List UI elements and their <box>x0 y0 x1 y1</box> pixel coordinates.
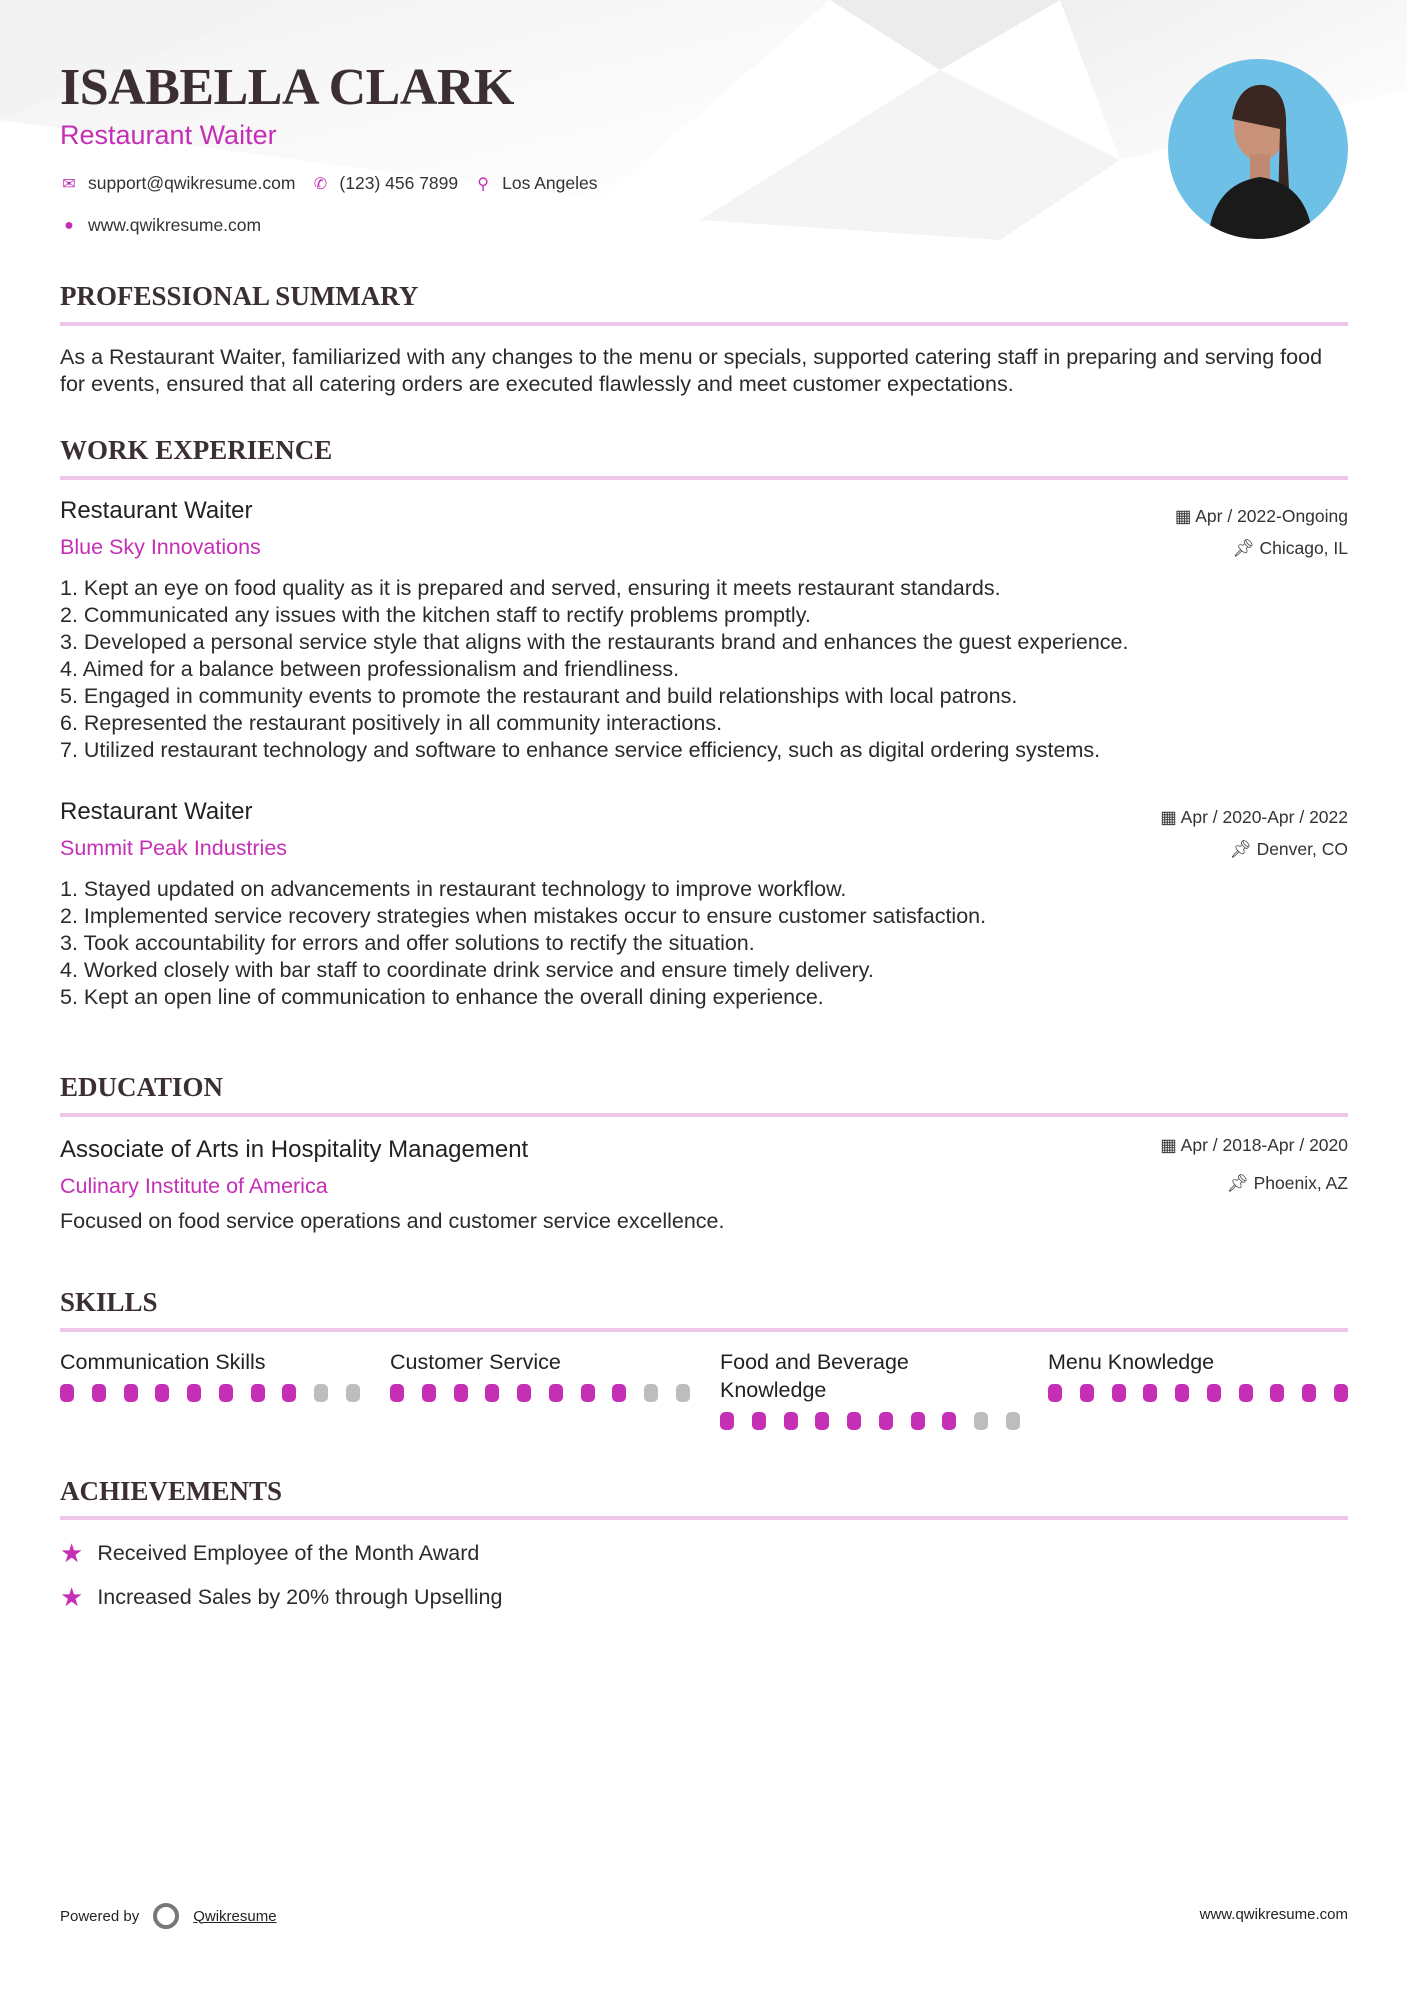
rating-dot-filled <box>752 1412 766 1430</box>
rating-dot-filled <box>251 1384 265 1402</box>
rating-dot-filled <box>282 1384 296 1402</box>
rating-dot-filled <box>1302 1384 1316 1402</box>
divider <box>60 322 1348 326</box>
rating-dot-filled <box>124 1384 138 1402</box>
profile-photo <box>1168 59 1348 239</box>
bullet: 4. Worked closely with bar staff to coordinate drink service and ensure timely delivery. <box>60 958 874 982</box>
divider <box>60 1113 1348 1117</box>
calendar-icon: ▦ <box>1160 1135 1181 1155</box>
rating-dot-filled <box>1175 1384 1189 1402</box>
summary-heading: PROFESSIONAL SUMMARY <box>60 281 419 311</box>
email[interactable]: support@qwikresume.com <box>88 173 296 193</box>
achievement-item: ★ Received Employee of the Month Award <box>60 1538 480 1568</box>
skill-name: Menu Knowledge <box>1048 1350 1215 1374</box>
bullet: 6. Represented the restaurant positively in all community interactions. <box>60 711 723 735</box>
powered-by: Powered by <box>60 1907 140 1925</box>
skill-item <box>60 1348 360 1402</box>
skill-rating <box>720 1412 1020 1430</box>
skills-heading: SKILLS <box>60 1287 158 1317</box>
rating-dot-filled <box>784 1412 798 1430</box>
rating-dot-empty <box>346 1384 360 1402</box>
calendar-icon: ▦ <box>1160 807 1181 827</box>
skill-rating <box>60 1384 360 1402</box>
education-description: Focused on food service operations and customer service excellence. <box>60 1209 725 1233</box>
job-bullets <box>60 876 1348 1011</box>
rating-dot-filled <box>942 1412 956 1430</box>
rating-dot-filled <box>1239 1384 1253 1402</box>
calendar-icon: ▦ <box>1174 506 1196 526</box>
rating-dot-filled <box>1334 1384 1348 1402</box>
divider <box>60 476 1348 480</box>
rating-dot-empty <box>676 1384 690 1402</box>
rating-dot-empty <box>1006 1412 1020 1430</box>
qwikresume-logo-icon <box>153 1903 179 1929</box>
job-title: Restaurant Waiter <box>60 497 253 524</box>
school: Culinary Institute of America <box>60 1174 328 1198</box>
phone: (123) 456 7899 <box>339 173 459 193</box>
rating-dot-filled <box>815 1412 829 1430</box>
bullet: 3. Developed a personal service style that aligns with the restaurants brand and enhances the guest experience. <box>60 630 1129 654</box>
rating-dot-filled <box>187 1384 201 1402</box>
job-company: Blue Sky Innovations <box>60 535 261 559</box>
star-icon: ★ <box>60 1538 84 1568</box>
skill-item <box>390 1348 690 1402</box>
skill-rating <box>390 1384 690 1402</box>
job-location: 📌︎ Denver, CO <box>1229 839 1348 859</box>
skill-rating <box>1048 1384 1348 1402</box>
rating-dot-filled <box>1112 1384 1126 1402</box>
bullet: 7. Utilized restaurant technology and software to enhance service efficiency, such as digital ordering systems. <box>60 738 1101 762</box>
experience-heading: WORK EXPERIENCE <box>60 435 333 465</box>
rating-dot-filled <box>60 1384 74 1402</box>
rating-dot-filled <box>1270 1384 1284 1402</box>
rating-dot-filled <box>879 1412 893 1430</box>
job-location: 📌︎ Chicago, IL <box>1232 538 1348 558</box>
bullet: 1. Stayed updated on advancements in restaurant technology to improve workflow. <box>60 877 847 901</box>
rating-dot-filled <box>1048 1384 1062 1402</box>
rating-dot-filled <box>485 1384 499 1402</box>
bullet: 5. Engaged in community events to promote the restaurant and build relationships with local patrons. <box>60 684 1018 708</box>
rating-dot-filled <box>1207 1384 1221 1402</box>
rating-dot-filled <box>454 1384 468 1402</box>
rating-dot-filled <box>517 1384 531 1402</box>
rating-dot-empty <box>974 1412 988 1430</box>
skill-name: Food and Beverage Knowledge <box>720 1350 909 1402</box>
skill-item <box>1048 1348 1348 1402</box>
rating-dot-filled <box>155 1384 169 1402</box>
globe-icon: ● <box>64 216 74 234</box>
rating-dot-filled <box>847 1412 861 1430</box>
contact-row <box>60 173 598 194</box>
job-bullets <box>60 575 1348 764</box>
rating-dot-filled <box>911 1412 925 1430</box>
phone-icon: ✆ <box>313 175 328 193</box>
job-company: Summit Peak Industries <box>60 836 288 860</box>
achievements-heading: ACHIEVEMENTS <box>60 1476 283 1506</box>
job-date: ▦ Apr / 2022-Ongoing <box>1174 506 1348 526</box>
summary-text: As a Restaurant Waiter, familiarized with any changes to the menu or specials, supported catering staff in preparing and serving food for events, ensured that all catering orders are executed flawlessly and meet customer expectations. <box>60 345 1323 396</box>
location: Los Angeles <box>502 173 598 193</box>
map-pin-icon: ⚲ <box>477 175 489 193</box>
achievement-item: ★ Increased Sales by 20% through Upselling <box>60 1582 503 1612</box>
pin-icon: 📌︎ <box>1226 1173 1254 1193</box>
candidate-name: ISABELLA CLARK <box>60 59 514 116</box>
candidate-title: Restaurant Waiter <box>60 120 277 150</box>
bullet: 2. Implemented service recovery strategies when mistakes occur to ensure customer satisfaction. <box>60 904 987 928</box>
skill-name: Customer Service <box>390 1350 561 1374</box>
rating-dot-filled <box>390 1384 404 1402</box>
pin-icon: 📌︎ <box>1232 538 1260 558</box>
star-icon: ★ <box>60 1582 84 1612</box>
education-heading: EDUCATION <box>60 1072 224 1102</box>
education-date: ▦ Apr / 2018-Apr / 2020 <box>1160 1135 1348 1155</box>
website[interactable]: www.qwikresume.com <box>88 215 262 235</box>
bullet: 5. Kept an open line of communication to enhance the overall dining experience. <box>60 985 824 1009</box>
rating-dot-filled <box>422 1384 436 1402</box>
rating-dot-empty <box>314 1384 328 1402</box>
rating-dot-filled <box>92 1384 106 1402</box>
rating-dot-filled <box>581 1384 595 1402</box>
rating-dot-filled <box>1080 1384 1094 1402</box>
job-date: ▦ Apr / 2020-Apr / 2022 <box>1160 807 1348 827</box>
rating-dot-filled <box>1143 1384 1157 1402</box>
footer-left <box>60 1903 277 1929</box>
bullet: 4. Aimed for a balance between professionalism and friendliness. <box>60 657 680 681</box>
rating-dot-filled <box>549 1384 563 1402</box>
divider <box>60 1328 1348 1332</box>
job-title: Restaurant Waiter <box>60 798 253 825</box>
education-location: 📌︎ Phoenix, AZ <box>1226 1173 1348 1193</box>
degree: Associate of Arts in Hospitality Management <box>60 1136 529 1163</box>
rating-dot-filled <box>720 1412 734 1430</box>
rating-dot-filled <box>612 1384 626 1402</box>
bullet: 1. Kept an eye on food quality as it is prepared and served, ensuring it meets restaurant standards. <box>60 576 1001 600</box>
rating-dot-empty <box>644 1384 658 1402</box>
bullet: 3. Took accountability for errors and offer solutions to rectify the situation. <box>60 931 755 955</box>
website-row <box>60 215 261 236</box>
brand-link[interactable]: Qwikresume <box>193 1907 277 1925</box>
envelope-icon: ✉ <box>62 175 76 193</box>
divider <box>60 1516 1348 1520</box>
skill-item <box>720 1348 940 1430</box>
bullet: 2. Communicated any issues with the kitchen staff to rectify problems promptly. <box>60 603 811 627</box>
pin-icon: 📌︎ <box>1229 839 1257 859</box>
footer-website[interactable]: www.qwikresume.com <box>1199 1906 1348 1923</box>
skill-name: Communication Skills <box>60 1350 266 1374</box>
rating-dot-filled <box>219 1384 233 1402</box>
